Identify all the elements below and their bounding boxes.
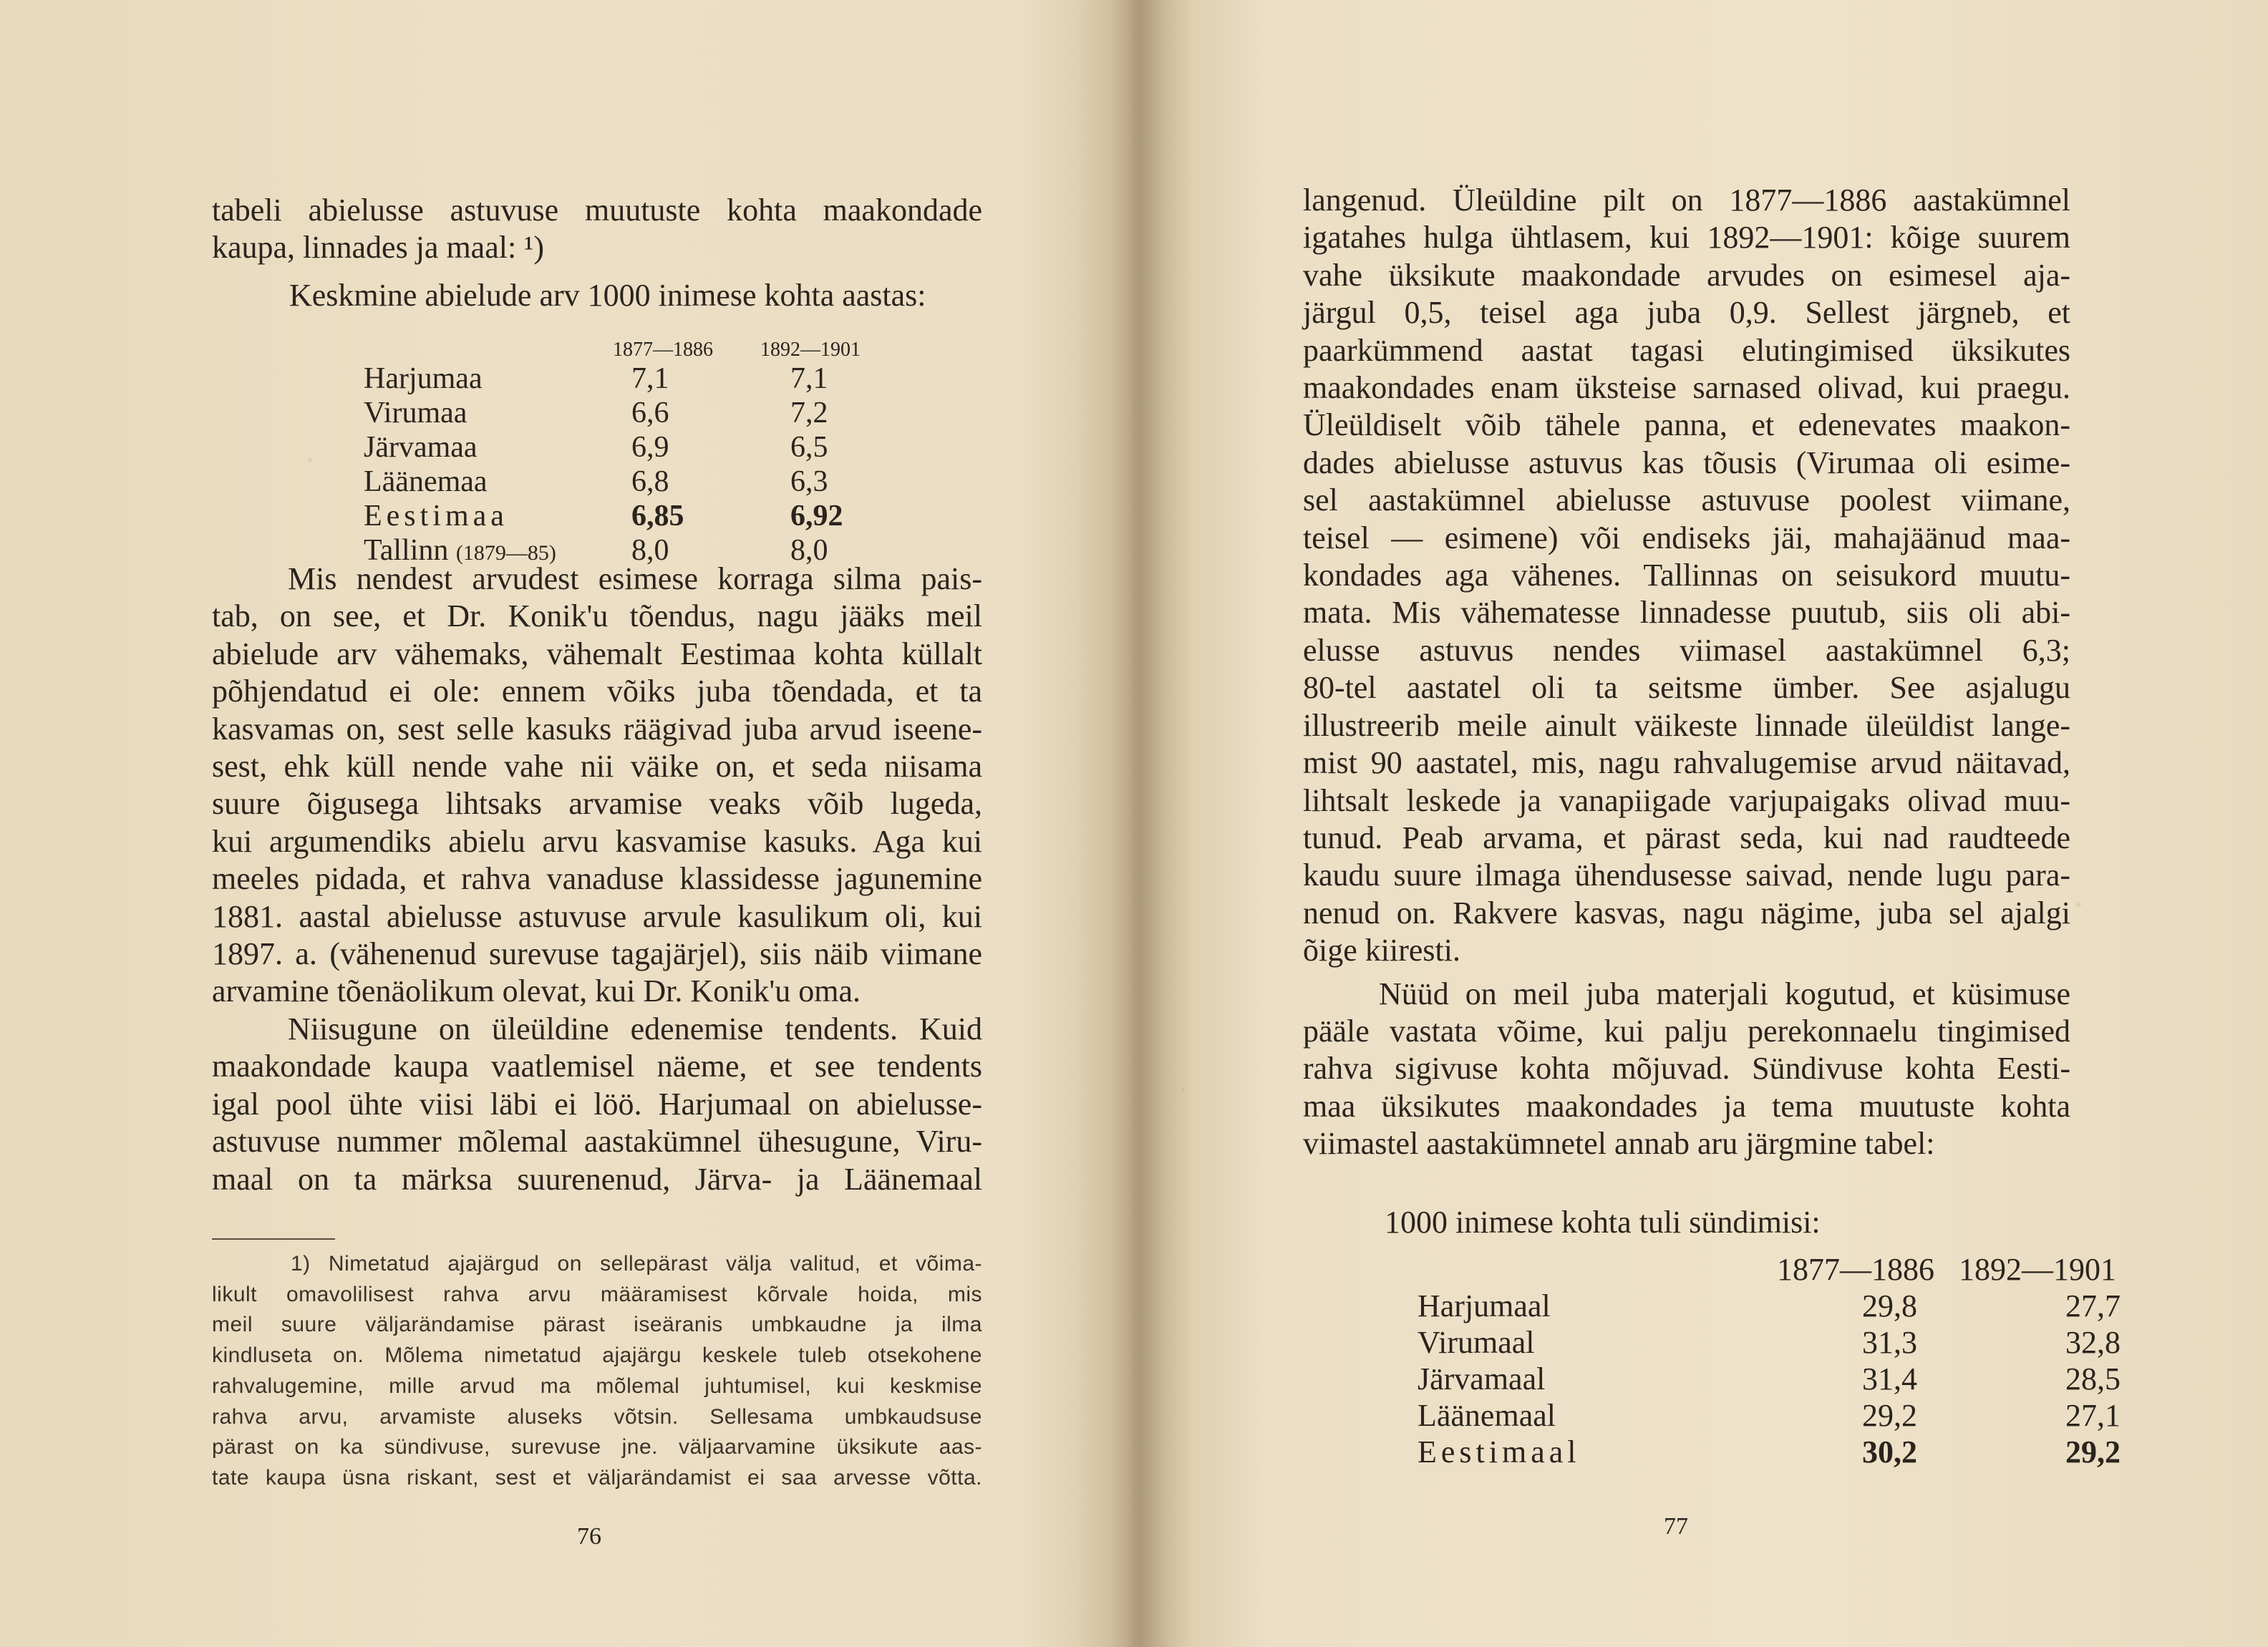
text-line: abielude arv vähemaks, vähemalt Eestimaa kohta küllalt (212, 636, 982, 671)
text-line: kui argumendiks abielu arvu kasvamise kasuks. Aga kui (212, 823, 982, 859)
text-line: maakondades enam üksteise sarnased olivad, kui praegu. (1303, 370, 2070, 406)
table-header-spacer (364, 333, 613, 361)
text-line: lihtsalt leskede ja vanapiigade varjupaigaks olivad muu- (1303, 782, 2070, 818)
footnote-line: meil suure väljarändamise pärast iseäranis umbkaudne ja ilma (212, 1313, 982, 1337)
table-row (1418, 1288, 2168, 1324)
text-line: 1897. a. (vähenenud surevuse tagajärjel), siis näib viimane (212, 936, 982, 972)
value-1877-1886: 7,1 (631, 362, 669, 395)
footnote-line: pärast on ka sündivuse, surevuse jne. väljaarvamine üksikute aas- (212, 1435, 982, 1459)
text-line: Niisugune on üleüldine edenemise tendents. Kuid (288, 1011, 982, 1046)
table-column-header: 1877—1886 (613, 339, 713, 361)
text-line: igal pool ühte viisi läbi ei löö. Harjumaal on abielusse- (212, 1086, 982, 1122)
value-1892-1901: 27,7 (2065, 1288, 2121, 1323)
table-row-total (1418, 1434, 2168, 1470)
value-1877-1886: 31,3 (1862, 1325, 1917, 1360)
value-1892-1901: 7,2 (790, 397, 828, 429)
text-line: põhjendatud ei ole: ennem võiks juba tõendada, et ta (212, 674, 982, 709)
text-line: 1881. aastal abielusse astuvuse arvule kasulikum oli, kui (212, 898, 982, 934)
value-1877-1886: 29,2 (1862, 1398, 1917, 1433)
value-1892-1901: 27,1 (2065, 1398, 2121, 1433)
value-1892-1901: 28,5 (2065, 1361, 2121, 1396)
marriage-rate-table (364, 333, 891, 568)
value-1892-1901: 6,3 (790, 465, 828, 498)
text-line: Mis nendest arvudest esimese korraga silma pais- (288, 561, 982, 596)
text-line: kondades aga vähenes. Tallinnas on seisukord muutu- (1303, 558, 2070, 593)
left-paragraph-1 (212, 192, 982, 267)
page-number: 77 (1664, 1513, 1688, 1540)
text-line: igatahes hulga ühtlasem, kui 1892—1901: kõige suurem (1303, 220, 2070, 256)
footnote-line: rahva arvu, arvamiste aluseks võtsin. Sellesama umbkaudsuse (212, 1404, 982, 1429)
right-paragraphs (1303, 182, 2070, 1163)
value-1877-1886: 6,9 (631, 431, 669, 464)
table-column-header: 1892—1901 (760, 339, 861, 361)
value-1892-1901: 8,0 (790, 534, 828, 567)
text-line: õige kiiresti. (1303, 933, 1460, 968)
text-line: sest, ehk küll nende vahe nii väike on, et seda niisama (212, 749, 982, 784)
text-line: vahe üksikute maakondade arvudes on esimesel aja- (1303, 257, 2070, 293)
region-name: Läänemaal (1418, 1398, 1556, 1433)
table-header-spacer (1418, 1248, 1648, 1288)
table-row (1418, 1324, 2168, 1361)
text-line: kaupa, linnades ja maal: ¹) (212, 230, 545, 266)
value-1892-1901: 32,8 (2065, 1325, 2121, 1360)
text-line: teisel — esimene) või endiseks jäi, mahajäänud maa- (1303, 520, 2070, 555)
text-line: mist 90 aastatel, mis, nagu rahvalugemise arvud näitavad, (1303, 745, 2070, 781)
value-1877-1886: 6,8 (631, 465, 669, 498)
left-page (0, 0, 1117, 1647)
table-row (1418, 1397, 2168, 1434)
table-header-row (1418, 1248, 2168, 1288)
text-line: suure õigusega lihtsaks arvamise veaks võib lugeda, (212, 786, 982, 822)
table-header-row (364, 333, 891, 361)
region-name: Harjumaa (364, 362, 483, 395)
value-1892-1901: 29,2 (2065, 1434, 2121, 1469)
table-row (1418, 1361, 2168, 1397)
text-line: illustreerib meile ainult väikeste linnade üleüldist lange- (1303, 707, 2070, 743)
table-row (364, 396, 891, 430)
text-line: järgul 0,5, teisel aga juba 0,9. Sellest järgneb, et (1303, 295, 2070, 331)
table-column-header: 1877—1886 (1777, 1252, 1934, 1287)
text-line: Nüüd on meil juba materjali kogutud, et küsimuse (1379, 976, 2070, 1011)
birth-rate-table (1418, 1248, 2168, 1470)
text-line: rahva sigivuse kohta mõjuvad. Sündivuse kohta Eesti- (1303, 1051, 2070, 1087)
value-1877-1886: 29,8 (1862, 1288, 1917, 1323)
footnote (212, 1249, 982, 1494)
text-line: astuvuse nummer mõlemal aastakümnel ühesugune, Viru- (212, 1124, 982, 1160)
region-name: Järvamaal (1418, 1361, 1546, 1396)
table-row (364, 361, 891, 396)
text-line: 80-tel aastatel oli ta seitsme ümber. See asjalugu (1303, 670, 2070, 706)
text-line: langenud. Üleüldine pilt on 1877—1886 aastakümnel (1303, 183, 2070, 218)
text-line: arvamine tõenäolikum olevat, kui Dr. Konik'u oma. (212, 973, 861, 1009)
region-name: Virumaal (1418, 1325, 1535, 1360)
value-1877-1886: 6,6 (631, 397, 669, 429)
value-1892-1901: 6,5 (790, 431, 828, 464)
text-line: mata. Mis vähematesse linnadesse puutub, siis oli abi- (1303, 595, 2070, 631)
footnote-line: kindluseta on. Mõlema nimetatud ajajärgu keskele tuleb otsekohene (212, 1344, 982, 1368)
text-line: elusse astuvus nendes viimasel aastakümnel 6,3; (1303, 632, 2070, 668)
table-column-header: 1892—1901 (1959, 1252, 2116, 1287)
marriage-table-heading: Keskmine abielude arv 1000 inimese kohta aastas: (289, 278, 926, 313)
text-line: maakondade kaupa vaatlemisel näeme, et see tendents (212, 1049, 982, 1084)
text-line: paarkümmend aastat tagasi elutingimised üksikutes (1303, 332, 2070, 368)
table-row-total (364, 499, 891, 533)
region-name: Järvamaa (364, 431, 478, 464)
right-page (1131, 0, 2268, 1647)
text-line: tab, on see, et Dr. Konik'u tõendus, nagu jääks meil (212, 598, 982, 634)
footnote-rule (212, 1238, 335, 1240)
value-1877-1886: 30,2 (1862, 1434, 1917, 1469)
text-line: viimastel aastakümnetel annab aru järgmine tabel: (1303, 1126, 1935, 1162)
region-name: Eestimaa (364, 500, 508, 533)
footnote-line: rahvalugemine, mille arvud ma mõlemal juhtumisel, kui keskmise (212, 1374, 982, 1398)
period-note: (1879—85) (455, 541, 556, 565)
region-name: Virumaa (364, 397, 467, 429)
value-1892-1901: 6,92 (790, 500, 843, 533)
text-line: kaudu suure ilmaga ühendusesse saivad, nende lugu para- (1303, 857, 2070, 893)
table-row (364, 465, 891, 499)
text-line: maa üksikutes maakondades ja tema muutuste kohta (1303, 1088, 2070, 1124)
left-paragraphs-2-3 (212, 560, 982, 1198)
footnote-line: likult omavolilisest rahva arvu määramisest kõrvale hoida, mis (212, 1282, 982, 1306)
page-number: 76 (577, 1523, 601, 1550)
text-line: tunud. Peab arvama, et pärast seda, kui nad raudteede (1303, 820, 2070, 855)
text-line: kasvamas on, sest selle kasuks räägivad juba arvud iseene- (212, 711, 982, 747)
value-1877-1886: 6,85 (631, 500, 684, 533)
footnote-line: tate kaupa üsna riskant, sest et väljarändamist ei saa arvesse võtta. (212, 1465, 982, 1490)
footnote-line: 1) Nimetatud ajajärgud on sellepärast välja valitud, et võima- (291, 1252, 982, 1276)
text-line: sel aastakümnel abielusse astuvuse poolest viimane, (1303, 482, 2070, 518)
text-line: dades abielusse astuvus kas tõusis (Virumaa oli esime- (1303, 444, 2070, 480)
region-name: Läänemaa (364, 465, 488, 498)
text-line: maal on ta märksa suurenenud, Järva- ja Läänemaal (212, 1161, 982, 1197)
text-line: nenud on. Rakvere kasvas, nagu nägime, juba sel ajalgi (1303, 895, 2070, 931)
text-line: Üleüldiselt võib tähele panna, et edenevates maakon- (1303, 407, 2070, 443)
region-name: Eestimaal (1418, 1434, 1581, 1469)
value-1877-1886: 31,4 (1862, 1361, 1917, 1396)
value-1877-1886: 8,0 (631, 534, 669, 567)
text-line: tabeli abielusse astuvuse muutuste kohta maakondade (212, 193, 982, 228)
region-name: Tallinn (364, 534, 449, 567)
text-line: meeles pidada, et rahva vanaduse klassidesse jagunemine (212, 861, 982, 897)
value-1892-1901: 7,1 (790, 362, 828, 395)
region-name: Harjumaal (1418, 1288, 1551, 1323)
table-row (364, 430, 891, 465)
text-line: pääle vastata võime, kui palju perekonnaelu tingimised (1303, 1013, 2070, 1049)
birth-table-heading: 1000 inimese kohta tuli sündimisi: (1385, 1205, 1821, 1240)
